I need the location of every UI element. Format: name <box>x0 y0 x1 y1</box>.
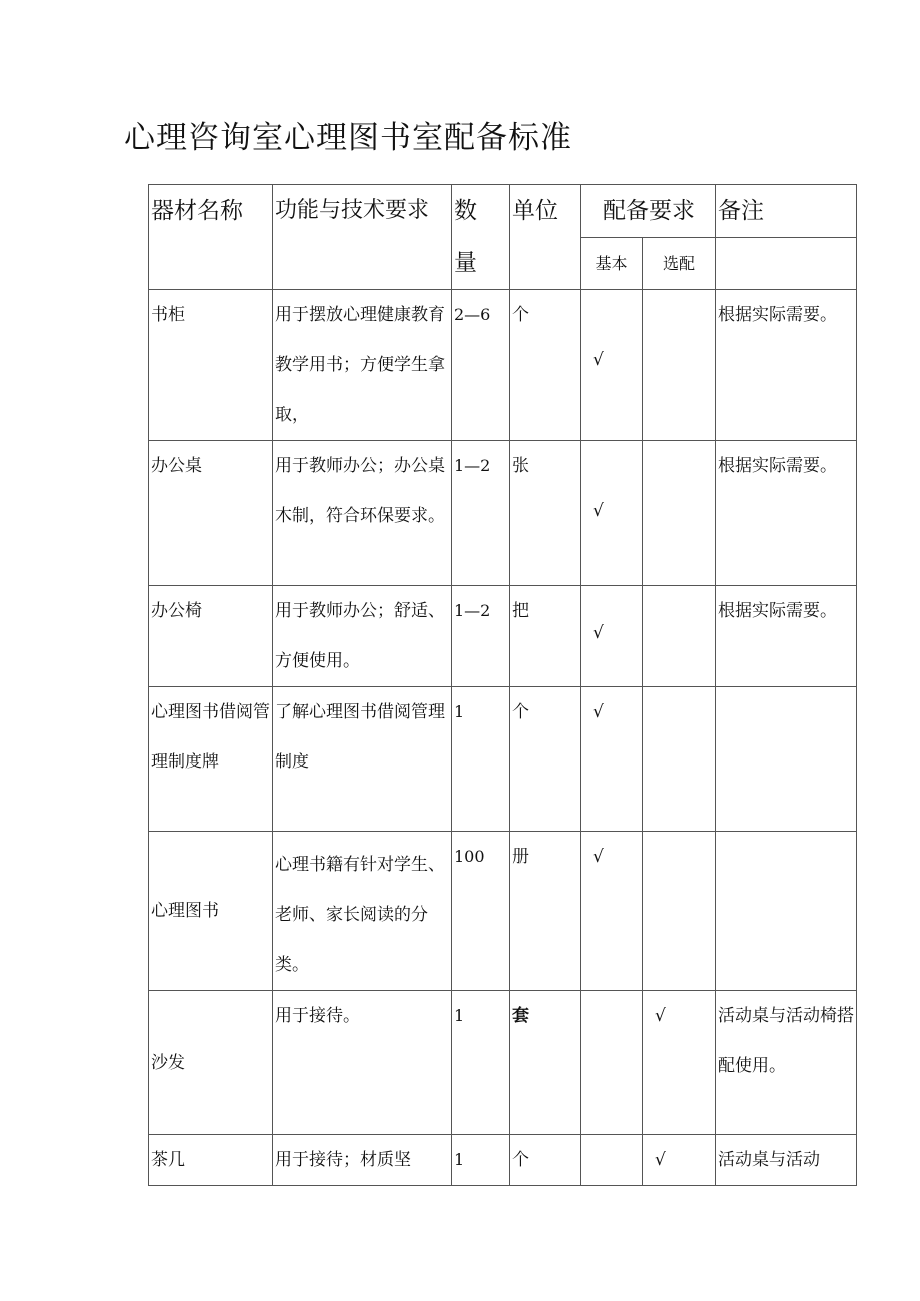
table-row <box>149 290 857 441</box>
header-requirement: 配备要求 <box>581 185 716 238</box>
row-basic: √ <box>581 832 643 991</box>
row-name: 心理图书 <box>149 832 273 991</box>
row-quantity: 1—2 <box>452 586 510 687</box>
table-row <box>149 441 857 586</box>
header-note: 备注 <box>716 185 857 238</box>
header-function: 功能与技术要求 <box>273 185 452 290</box>
header-row <box>149 185 857 238</box>
row-unit: 个 <box>510 1135 581 1186</box>
row-optional: √ <box>643 1135 716 1186</box>
row-note: 根据实际需要。 <box>716 441 857 586</box>
page-title: 心理咨询室心理图书室配备标准 <box>124 120 572 156</box>
row-quantity: 1 <box>452 687 510 832</box>
row-optional <box>643 441 716 586</box>
row-optional <box>643 687 716 832</box>
header-optional: 选配 <box>643 238 716 290</box>
row-note: 根据实际需要。 <box>716 290 857 441</box>
header-name: 器材名称 <box>149 185 273 290</box>
row-function: 用于接待；材质坚 <box>273 1135 452 1186</box>
row-quantity: 1—2 <box>452 441 510 586</box>
header-basic: 基本 <box>581 238 643 290</box>
row-optional <box>643 290 716 441</box>
header-unit: 单位 <box>510 185 581 290</box>
row-function: 了解心理图书借阅管理制度 <box>273 687 452 832</box>
row-function: 用于摆放心理健康教育教学用书；方便学生拿取， <box>273 290 452 441</box>
row-optional: √ <box>643 991 716 1135</box>
row-unit: 套 <box>510 991 581 1135</box>
row-quantity: 1 <box>452 991 510 1135</box>
row-function: 用于教师办公；办公桌木制，符合环保要求。 <box>273 441 452 586</box>
row-name: 书柜 <box>149 290 273 441</box>
row-name: 办公桌 <box>149 441 273 586</box>
table-row <box>149 1135 857 1186</box>
row-note: 根据实际需要。 <box>716 586 857 687</box>
row-function: 用于教师办公；舒适、方便使用。 <box>273 586 452 687</box>
row-quantity: 1 <box>452 1135 510 1186</box>
row-name: 办公椅 <box>149 586 273 687</box>
row-basic <box>581 1135 643 1186</box>
header-quantity: 数 量 <box>452 185 510 290</box>
table-row <box>149 991 857 1135</box>
row-unit: 个 <box>510 290 581 441</box>
row-optional <box>643 832 716 991</box>
row-basic: √ <box>581 441 643 586</box>
row-unit: 册 <box>510 832 581 991</box>
row-note <box>716 832 857 991</box>
row-optional <box>643 586 716 687</box>
row-unit: 个 <box>510 687 581 832</box>
row-function: 心理书籍有针对学生、老师、家长阅读的分类。 <box>273 832 452 991</box>
equipment-table <box>148 184 857 1186</box>
row-unit: 把 <box>510 586 581 687</box>
header-note-blank <box>716 238 857 290</box>
row-basic: √ <box>581 290 643 441</box>
row-note: 活动桌与活动椅搭配使用。 <box>716 991 857 1135</box>
row-basic <box>581 991 643 1135</box>
row-basic: √ <box>581 586 643 687</box>
row-name: 茶几 <box>149 1135 273 1186</box>
table-row <box>149 687 857 832</box>
row-quantity: 2—6 <box>452 290 510 441</box>
row-name: 沙发 <box>149 991 273 1135</box>
row-basic: √ <box>581 687 643 832</box>
row-note <box>716 687 857 832</box>
row-quantity: 100 <box>452 832 510 991</box>
row-note: 活动桌与活动 <box>716 1135 857 1186</box>
row-name: 心理图书借阅管理制度牌 <box>149 687 273 832</box>
row-unit: 张 <box>510 441 581 586</box>
table-row <box>149 586 857 687</box>
row-function: 用于接待。 <box>273 991 452 1135</box>
table-row <box>149 832 857 991</box>
